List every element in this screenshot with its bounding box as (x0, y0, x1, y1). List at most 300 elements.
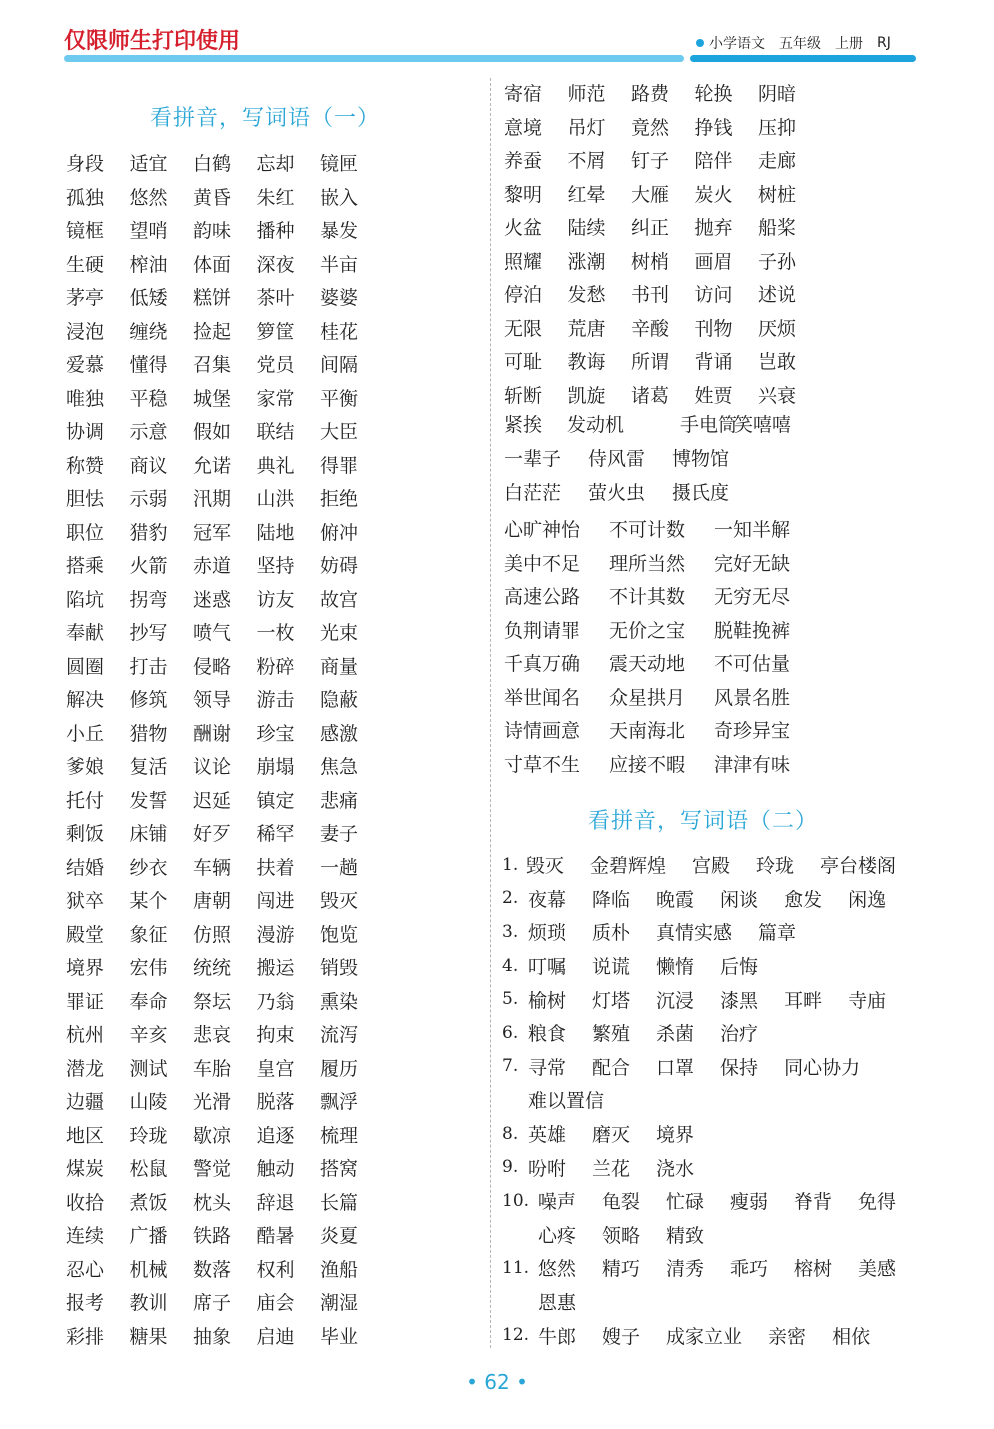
word: 挣钱 (694, 116, 733, 139)
idiom: 不可估量 (714, 653, 791, 675)
word: 仿照 (193, 923, 232, 946)
word: 沉浸 (656, 989, 695, 1012)
word: 平稳 (129, 387, 168, 410)
idiom: 众星拱月 (609, 686, 686, 709)
idiom: 负荆请罪 (504, 619, 581, 642)
word: 一辈子 (504, 448, 562, 470)
word: 荒唐 (567, 317, 606, 340)
word: 崩塌 (256, 756, 295, 779)
word: 煮饭 (129, 1191, 168, 1214)
word: 抽象 (193, 1325, 232, 1348)
word: 渔船 (320, 1258, 359, 1281)
item-number: 2. (502, 888, 519, 909)
word: 厌烦 (758, 317, 797, 340)
word: 数落 (193, 1258, 232, 1281)
word: 篇章 (758, 922, 797, 945)
word: 隐蔽 (320, 689, 359, 712)
word: 压抑 (758, 116, 797, 139)
header-rule-right (690, 55, 916, 62)
word: 糕饼 (193, 287, 232, 310)
word-row (66, 1218, 384, 1252)
word: 漫游 (256, 923, 295, 946)
word: 地区 (66, 1124, 105, 1147)
word: 追逐 (256, 1124, 295, 1147)
word: 枕头 (193, 1191, 232, 1214)
word: 镜框 (66, 220, 105, 243)
idiom: 一知半解 (714, 519, 791, 541)
word: 报考 (66, 1292, 105, 1315)
word: 白鹤 (193, 153, 232, 176)
word: 警觉 (193, 1158, 232, 1181)
word: 龟裂 (601, 1191, 640, 1214)
word: 刊物 (694, 317, 733, 340)
word: 降临 (592, 888, 631, 911)
word: 路费 (631, 83, 670, 106)
idiom: 不计其数 (609, 586, 686, 608)
word-row (66, 1319, 384, 1353)
word-row (66, 314, 384, 348)
word: 孤独 (66, 186, 105, 209)
word-row (66, 1017, 384, 1051)
word: 扶着 (256, 856, 295, 879)
word: 酬谢 (193, 722, 232, 745)
word-row (66, 615, 384, 649)
word: 岂敢 (758, 351, 797, 374)
word: 侍风雷 (588, 448, 646, 470)
word: 忘却 (256, 153, 295, 176)
idiom: 心旷神怡 (504, 519, 581, 541)
word: 床铺 (129, 823, 168, 846)
word: 治疗 (720, 1023, 759, 1046)
word: 山陵 (129, 1091, 168, 1114)
word: 山洪 (256, 488, 295, 511)
word: 罪证 (66, 990, 105, 1013)
idiom: 风景名胜 (714, 686, 791, 709)
word-row (66, 548, 384, 582)
word: 乖巧 (729, 1258, 768, 1281)
word: 姓贾 (694, 384, 733, 407)
numbered-line (502, 882, 922, 916)
word: 美感 (857, 1258, 896, 1281)
word: 真情实感 (656, 922, 733, 945)
word: 杭州 (66, 1024, 105, 1047)
word: 宫殿 (691, 855, 730, 878)
item-number: 12. (502, 1325, 530, 1346)
idiom: 震天动地 (609, 653, 686, 675)
word: 火箭 (129, 555, 168, 578)
word: 猎物 (129, 722, 168, 745)
word-row (66, 682, 384, 716)
word: 镜匣 (320, 153, 359, 176)
word: 履历 (320, 1057, 359, 1080)
word: 假如 (193, 421, 232, 444)
word: 抄写 (129, 622, 168, 645)
word: 后悔 (720, 956, 759, 979)
word: 职位 (66, 521, 105, 544)
word: 协调 (66, 421, 105, 444)
word: 炭火 (694, 183, 733, 206)
word-row (504, 344, 822, 378)
word: 拐弯 (129, 588, 168, 611)
word-row (66, 481, 384, 515)
word: 稀罕 (256, 823, 295, 846)
word: 游击 (256, 689, 295, 712)
word: 悲哀 (193, 1024, 232, 1047)
word: 闲逸 (848, 888, 887, 911)
numbered-line (502, 1117, 922, 1151)
word: 阴暗 (758, 83, 797, 106)
word-row (66, 1185, 384, 1219)
word: 金碧辉煌 (589, 855, 666, 878)
word: 称赞 (66, 454, 105, 477)
word: 示意 (129, 421, 168, 444)
word: 同心协力 (784, 1056, 861, 1079)
word: 口罩 (656, 1056, 695, 1079)
word: 辛酸 (631, 317, 670, 340)
word: 播种 (256, 220, 295, 243)
item-number: 11. (502, 1257, 530, 1278)
word-row (66, 816, 384, 850)
word: 闯进 (256, 890, 295, 913)
word: 毁灭 (320, 890, 359, 913)
word: 韵味 (193, 220, 232, 243)
idiom: 诗情画意 (504, 720, 581, 742)
word: 白茫茫 (504, 482, 562, 504)
word: 所谓 (631, 351, 670, 374)
word: 榆树 (528, 989, 567, 1012)
word: 玲珑 (129, 1124, 168, 1147)
column-divider (490, 78, 491, 1348)
word: 发愁 (567, 284, 606, 307)
word-row (66, 1051, 384, 1085)
word: 爹娘 (66, 756, 105, 779)
word: 车辆 (193, 856, 232, 879)
word-grid-left (66, 146, 384, 1352)
word: 拘束 (256, 1024, 295, 1047)
word-row (66, 649, 384, 683)
word: 好歹 (193, 823, 232, 846)
word: 剩饭 (66, 823, 105, 846)
word: 精巧 (601, 1258, 640, 1281)
word: 画眉 (694, 250, 733, 273)
word: 搬运 (256, 957, 295, 980)
word: 悠然 (129, 186, 168, 209)
word: 悠然 (537, 1258, 576, 1281)
word: 修筑 (129, 689, 168, 712)
word: 间隔 (320, 354, 359, 377)
word: 珍宝 (256, 722, 295, 745)
word: 坚持 (256, 555, 295, 578)
word: 故宫 (320, 588, 359, 611)
numbered-line (502, 1184, 922, 1218)
word-row (66, 1252, 384, 1286)
numbered-line (502, 1251, 922, 1285)
word-row (504, 244, 822, 278)
word: 光束 (320, 622, 359, 645)
word: 耳畔 (784, 989, 823, 1012)
page-number: • 62 • (466, 1370, 528, 1394)
word: 瘦弱 (729, 1191, 768, 1214)
word-row (66, 883, 384, 917)
word: 竟然 (631, 116, 670, 139)
word: 酷暑 (256, 1225, 295, 1248)
word: 某个 (129, 890, 168, 913)
word: 紧挨 (504, 414, 543, 436)
word: 席子 (193, 1292, 232, 1315)
word: 访问 (694, 284, 733, 307)
word: 愈发 (784, 888, 823, 911)
word: 联结 (256, 421, 295, 444)
word: 境界 (656, 1124, 695, 1147)
word: 境界 (66, 957, 105, 980)
word: 象征 (129, 923, 168, 946)
word: 说谎 (592, 956, 631, 979)
word: 烦琐 (528, 922, 567, 945)
item-number: 9. (502, 1157, 519, 1178)
word: 胆怯 (66, 488, 105, 511)
word: 商议 (129, 454, 168, 477)
word: 领略 (602, 1224, 641, 1247)
word: 祭坛 (193, 990, 232, 1013)
word-row (66, 582, 384, 616)
word: 箩筐 (256, 320, 295, 343)
word: 奉献 (66, 622, 105, 645)
word: 复活 (129, 756, 168, 779)
word: 寻常 (528, 1056, 567, 1079)
word: 大雁 (631, 183, 670, 206)
numbered-line (502, 848, 922, 882)
word: 解决 (66, 689, 105, 712)
word: 打击 (129, 655, 168, 678)
word: 召集 (193, 354, 232, 377)
word: 辞退 (256, 1191, 295, 1214)
word-row (66, 950, 384, 984)
word: 领导 (193, 689, 232, 712)
word: 党员 (256, 354, 295, 377)
word-grid-right (504, 76, 822, 411)
word: 陆地 (256, 521, 295, 544)
word: 统统 (193, 957, 232, 980)
word: 摄氏度 (672, 482, 730, 504)
idiom: 无价之宝 (609, 619, 686, 642)
word: 养蚕 (504, 150, 543, 173)
word: 背诵 (694, 351, 733, 374)
word: 托付 (66, 789, 105, 812)
item-number: 1. (502, 854, 519, 875)
word: 吊灯 (567, 116, 606, 139)
word: 得罪 (320, 454, 359, 477)
word: 梳理 (320, 1124, 359, 1147)
word: 恩惠 (538, 1292, 577, 1315)
word: 结婚 (66, 856, 105, 879)
word: 牛郎 (538, 1325, 577, 1348)
word: 笑嘻嘻 (734, 414, 792, 436)
idiom: 无穷无尽 (714, 586, 791, 608)
word: 陆续 (567, 217, 606, 240)
word: 可耻 (504, 351, 543, 374)
word: 漆黑 (720, 989, 759, 1012)
word: 灯塔 (592, 989, 631, 1012)
word: 纠正 (631, 217, 670, 240)
word: 爱慕 (66, 354, 105, 377)
word: 茶叶 (256, 287, 295, 310)
word: 潮湿 (320, 1292, 359, 1315)
word: 焦急 (320, 756, 359, 779)
numbered-line (502, 1218, 922, 1252)
word: 清秀 (665, 1258, 704, 1281)
word: 搭窝 (320, 1158, 359, 1181)
idiom: 千真万确 (504, 653, 581, 675)
word: 杀菌 (656, 1023, 695, 1046)
numbered-line (502, 1285, 922, 1319)
word: 测试 (129, 1057, 168, 1080)
word-row (66, 515, 384, 549)
word: 皇宫 (256, 1057, 295, 1080)
word: 粮食 (528, 1023, 567, 1046)
subject: 小学语文 (709, 36, 765, 52)
word: 圆圈 (66, 655, 105, 678)
bullet-dot-icon (696, 39, 704, 47)
word-row (66, 213, 384, 247)
item-number: 6. (502, 1022, 519, 1043)
word: 陪伴 (694, 150, 733, 173)
word: 镇定 (256, 789, 295, 812)
watermark-text: 仅限师生打印使用 (64, 29, 241, 54)
word: 榕树 (793, 1258, 832, 1281)
word: 一枚 (256, 622, 295, 645)
book-info (696, 33, 891, 53)
word: 述说 (758, 284, 797, 307)
word: 悲痛 (320, 789, 359, 812)
word: 繁殖 (592, 1023, 631, 1046)
word: 汛期 (193, 488, 232, 511)
word-row (66, 1084, 384, 1118)
idiom: 高速公路 (504, 586, 581, 608)
word: 博物馆 (672, 448, 730, 470)
word: 嵌入 (320, 186, 359, 209)
word: 不屑 (567, 150, 606, 173)
word: 城堡 (193, 387, 232, 410)
word: 歇凉 (193, 1124, 232, 1147)
word: 寺庙 (848, 989, 887, 1012)
word: 玲珑 (755, 855, 794, 878)
word: 教诲 (567, 351, 606, 374)
word-row (504, 311, 822, 345)
idiom: 完好无缺 (714, 552, 791, 575)
word: 饱览 (320, 923, 359, 946)
idiom: 津津有味 (714, 753, 791, 776)
word-row (66, 180, 384, 214)
word-row (504, 177, 822, 211)
word: 钉子 (631, 150, 670, 173)
word: 师范 (567, 83, 606, 106)
word: 萤火虫 (588, 482, 646, 504)
word: 意境 (504, 116, 543, 139)
word: 流泻 (320, 1024, 359, 1047)
word-row (504, 378, 822, 412)
word: 陷坑 (66, 588, 105, 611)
word: 心疼 (538, 1224, 577, 1247)
idiom: 脱鞋挽裤 (714, 619, 791, 642)
word: 光滑 (193, 1091, 232, 1114)
word: 铁路 (193, 1225, 232, 1248)
numbered-line (502, 1050, 922, 1084)
section-title-1: 看拼音，写词语（一） (150, 106, 381, 131)
word: 树梢 (631, 250, 670, 273)
word: 毁灭 (525, 855, 564, 878)
word: 难以置信 (528, 1090, 605, 1113)
section-title-2: 看拼音，写词语（二） (588, 809, 819, 834)
word: 走廊 (758, 150, 797, 173)
word: 启迪 (256, 1325, 295, 1348)
word: 长篇 (320, 1191, 359, 1214)
word: 脊背 (793, 1191, 832, 1214)
word: 一趟 (320, 856, 359, 879)
item-number: 5. (502, 989, 519, 1010)
numbered-line (502, 949, 922, 983)
word: 寄宿 (504, 83, 543, 106)
word: 赤道 (193, 555, 232, 578)
word: 边疆 (66, 1091, 105, 1114)
idiom: 奇珍异宝 (714, 720, 791, 742)
idiom: 天南海北 (609, 720, 686, 742)
word: 狱卒 (66, 890, 105, 913)
word: 懂得 (129, 354, 168, 377)
word: 小丘 (66, 722, 105, 745)
idiom: 寸草不生 (504, 753, 581, 776)
word: 兴衰 (758, 384, 797, 407)
word: 斩断 (504, 384, 543, 407)
word: 望哨 (129, 220, 168, 243)
word: 纱衣 (129, 856, 168, 879)
word: 书刊 (631, 284, 670, 307)
word-row (66, 917, 384, 951)
word: 俯冲 (320, 521, 359, 544)
word: 抛弃 (694, 217, 733, 240)
word: 手电筒 (680, 414, 738, 436)
word: 妻子 (320, 823, 359, 846)
word: 商量 (320, 655, 359, 678)
word: 平衡 (320, 387, 359, 410)
word: 配合 (592, 1056, 631, 1079)
word: 懒惰 (656, 956, 695, 979)
word-row (504, 110, 822, 144)
word: 亲密 (768, 1325, 807, 1348)
idiom: 不可计数 (609, 519, 686, 541)
word: 糖果 (129, 1325, 168, 1348)
word: 喷气 (193, 622, 232, 645)
word: 婆婆 (320, 287, 359, 310)
word: 精致 (666, 1224, 705, 1247)
word: 销毁 (320, 957, 359, 980)
word-row (504, 210, 822, 244)
word: 免得 (857, 1191, 896, 1214)
word: 粉碎 (256, 655, 295, 678)
word: 火盆 (504, 217, 543, 240)
word: 唯独 (66, 387, 105, 410)
word: 冠军 (193, 521, 232, 544)
item-number: 7. (502, 1056, 519, 1077)
word: 车胎 (193, 1057, 232, 1080)
word: 家常 (256, 387, 295, 410)
word: 连续 (66, 1225, 105, 1248)
word: 诸葛 (631, 384, 670, 407)
idiom: 美中不足 (504, 552, 581, 575)
word: 夜幕 (528, 888, 567, 911)
word: 照耀 (504, 250, 543, 273)
word: 触动 (256, 1158, 295, 1181)
word: 缠绕 (129, 320, 168, 343)
